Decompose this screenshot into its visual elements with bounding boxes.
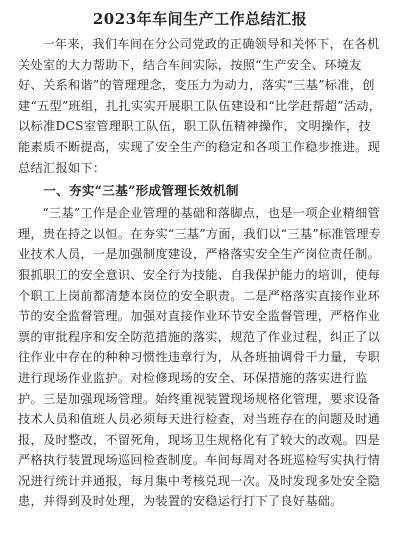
- section-heading: 一、夯实“三基”形成管理长效机制: [43, 183, 239, 199]
- document-title: 2023年车间生产工作总结汇报: [92, 10, 308, 28]
- intro-paragraph: 一年来，我们车间在分公司党政的正确领导和关怀下，在各机关处室的大力帮助下，结合车间实际，按照“生产安全、环境友好、关系和谐”的管理理念，变压力为动力，落实“三基”标准，创建“五型”班组，扎扎实实开展职工队伍建设和“比学赶帮超”活动，以标准DCS室管理职工队伍，职工队伍精神操作，文明操作，技能素质不断提高，实现了安全生产的稳定和各项工作稳步推进。现总结汇报如下：: [18, 37, 382, 175]
- section-body-paragraph: “三基”工作是企业管理的基础和落脚点，也是一项企业精细管理，贵在持之以恒。在夯实“三基”方面，我们以“三基”标准管理专业技术人员，一是加强制度建设，严格落实安全生产岗位责任制。狠抓职工的安全意识、安全行为技能、自我保护能力的培训，使每个职工上岗前都清楚本岗位的安全职责。二是严格落实直接作业环节的安全监督管理。加强对直接作业环节安全监督管理，严格作业票的审批程序和安全防范措施的落实，规范了作业过程，纠正了以往作业中存在的种种习惯性违章行为，从各班抽调骨干力量，专职进行现场作业监护。对检修现场的安全、环保措施的落实进行监护。三是加强现场管理。始终重视装置现场规格化管理，要求设备技术人员和值班人员必须每天进行检查，对当班存在的问题及时通报，及时整改，不留死角，现场卫生规格化有了较大的改观。四是严格执行装置现场巡回检查制度。车间每周对各班巡检写实执行情况进行统计并通报，每月集中考核兑现一次。及时发现多处安全隐患，并得到及时处理，为装置的安稳运行打下了良好基础。: [18, 206, 382, 509]
